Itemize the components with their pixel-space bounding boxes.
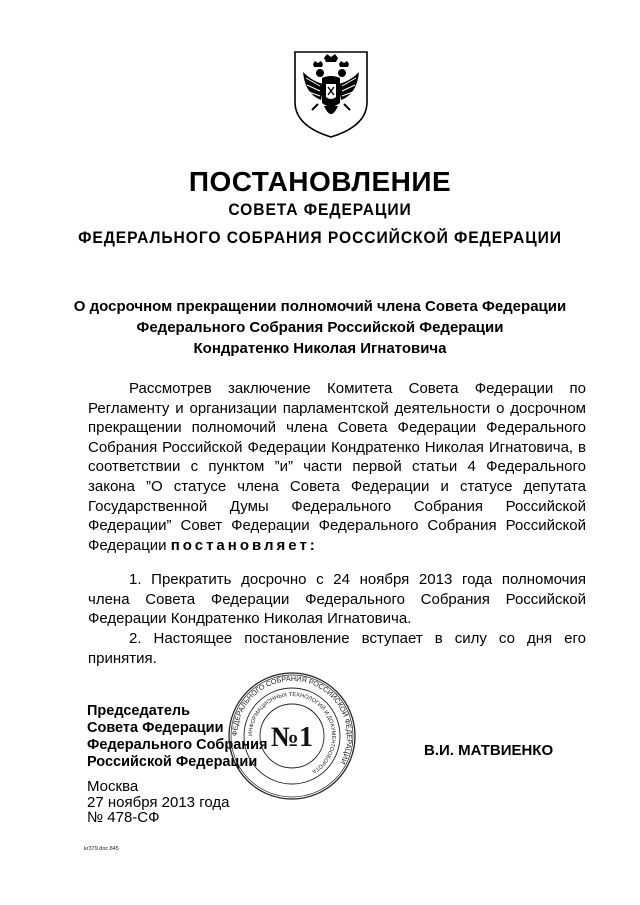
resolves-word: постановляет: — [170, 536, 318, 554]
seal-inner-text: ИНФОРМАЦИОННЫХ ТЕХНОЛОГИЙ И ДОКУМЕНТООБОРОТА — [247, 691, 337, 775]
federation-title: ФЕДЕРАЛЬНОГО СОБРАНИЯ РОССИЙСКОЙ ФЕДЕРАЦИИ — [78, 228, 562, 247]
document-type-title: ПОСТАНОВЛЕНИЕ — [188, 166, 452, 197]
document-footer — [87, 779, 229, 826]
item-2-text: 2. Настоящее постановление вступает в силу со дня его принятия. — [88, 630, 586, 667]
subject-line: О досрочном прекращении полномочий члена Совета Федерации — [73, 298, 567, 315]
position-line: Совета Федерации — [87, 720, 224, 736]
document-date: 27 ноября 2013 года — [87, 793, 230, 811]
document-number: № 478-СФ — [87, 809, 160, 826]
resolution-item-2 — [88, 629, 586, 668]
position-line: Российской Федерации — [87, 754, 258, 770]
item-1-text: 1. Прекратить досрочно с 24 ноября 2013 года полномочия члена Совета Федерации Федерального Собрания Российской Федерации Кондратенко Николая Игнатовича. — [88, 571, 586, 628]
city-label: Москва — [87, 778, 139, 795]
resolution-item-1 — [88, 570, 586, 629]
official-seal-stamp — [226, 670, 358, 802]
coat-of-arms-icon — [291, 48, 371, 140]
position-line: Федерального Собрания — [87, 737, 268, 753]
position-line: Председатель — [87, 703, 191, 719]
issuing-body-title: СОВЕТА ФЕДЕРАЦИИ — [228, 200, 412, 219]
subject-line: Кондратенко Николая Игнатовича — [193, 340, 447, 357]
file-code: kr379.doc 845 — [84, 846, 119, 852]
preamble-paragraph — [88, 379, 586, 555]
document-subject — [40, 296, 600, 359]
preamble-text: Рассмотрев заключение Комитета Совета Федерации по Регламенту и организации парламентской деятельности о досрочном прекращении полномочий члена Совета Федерации Федерального Собрания Российской Федерации Кондратенко Николая Игнатовича, в соответствии с пунктом ”и” части первой статьи 4 Федерального закона ”О статусе члена Совета Федерации и статусе депутата Государственной Думы Федерального Собрания Российской Федерации” Совет Федерации Федерального Собрания Российской Федерации — [88, 380, 586, 554]
seal-number: №1 — [270, 722, 314, 753]
seal-outer-text: ФЕДЕРАЛЬНОГО СОБРАНИЯ РОССИЙСКОЙ ФЕДЕРАЦИИ — [229, 673, 355, 766]
signer-name: В.И. МАТВИЕНКО — [424, 742, 554, 759]
subject-line: Федерального Собрания Российской Федерации — [136, 319, 504, 336]
